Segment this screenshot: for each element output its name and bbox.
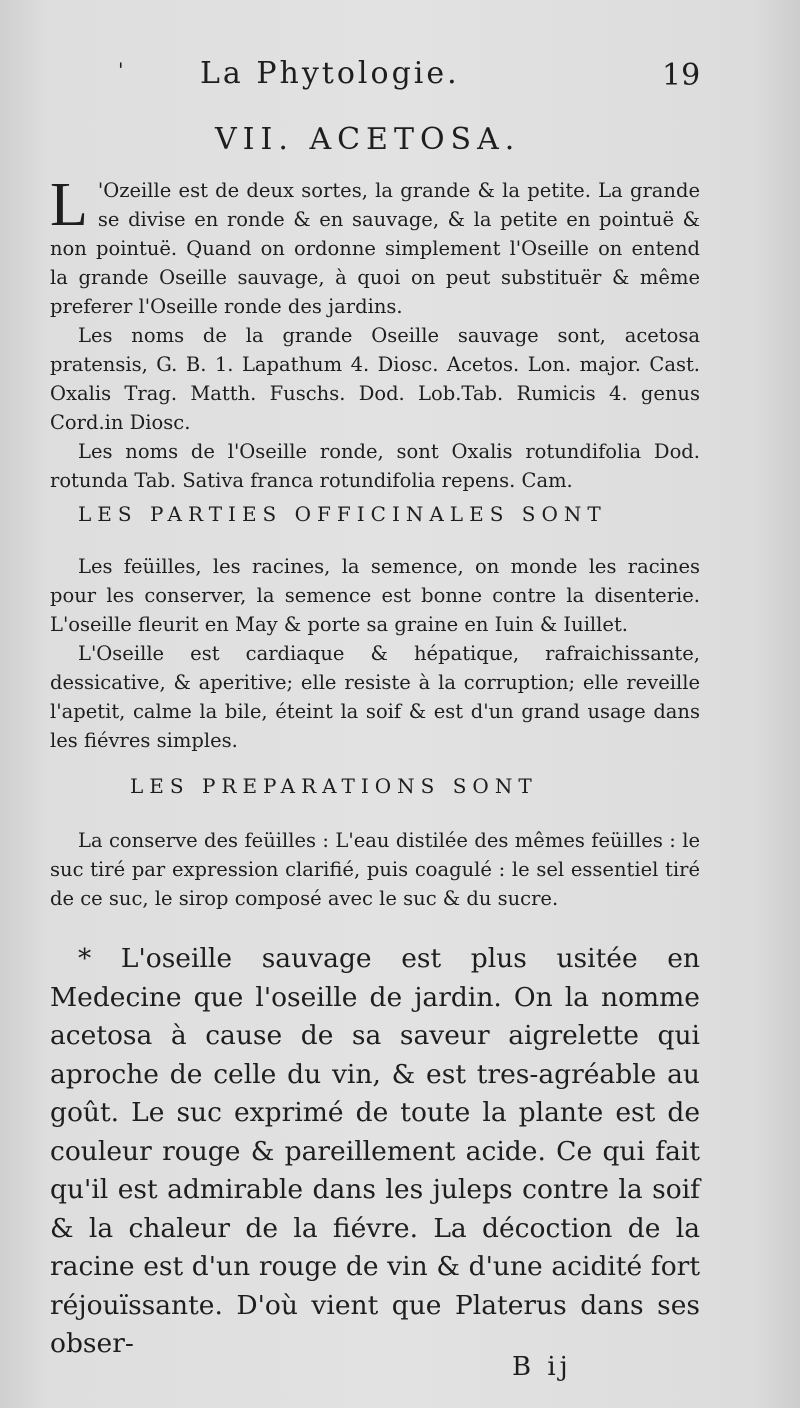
header-mark: ' [118,58,124,82]
section2-block [50,826,700,913]
section2-paragraph: La conserve des feüilles : L'eau distilée des mêmes feüilles : le suc tiré par expression clarifié, puis coagulé : le sel essentiel tiré de ce suc, le sirop composé avec le suc & du sucre. [50,829,700,910]
section1-block [50,552,700,755]
page-number: 19 [662,58,701,93]
signature-mark: B ij [512,1352,572,1382]
section-heading-preparations: LES PREPARATIONS SONT [130,774,538,798]
intro-text: 'Ozeille est de deux sortes, la grande & la petite. La grande se divise en ronde & en sauvage, & la petite en pointuë & non pointuë. Quand on ordonne simplement l'Oseille on entend la grande Oseille sauvage, à quoi on peut substituër & même preferer l'Oseille ronde des jardins. [50,179,700,318]
running-head: La Phytologie. [200,56,460,91]
chapter-title: VII. ACETOSA. [215,122,521,157]
section-heading-parties: LES PARTIES OFFICINALES SONT [78,502,607,526]
intro-block [50,171,700,495]
names-ronde-paragraph: Les noms de l'Oseille ronde, sont Oxalis rotundifolia Dod. rotunda Tab. Sativa franca rotundifolia repens. Cam. [50,440,700,492]
note-paragraph: * L'oseille sauvage est plus usitée en Medecine que l'oseille de jardin. On la nomme acetosa à cause de sa saveur aigrelette qui aproche de celle du vin, & est tres-agréable au goût. Le suc exprimé de toute la plante est de couleur rouge & pareillement acide. Ce qui fait qu'il est admirable dans les juleps contre la soif & la chaleur de la fiévre. La décoction de la racine est d'un rouge de vin & d'une acidité fort réjouïssante. D'où vient que Platerus dans ses obser- [50,943,700,1359]
section1-paragraph-1: Les feüilles, les racines, la semence, on monde les racines pour les conserver, la semence est bonne contre la disenterie. L'oseille fleurit en May & porte sa graine en Iuin & Iuillet. [50,555,700,636]
drop-cap: L [50,171,88,239]
intro-paragraph [50,171,700,321]
section1-paragraph-2: L'Oseille est cardiaque & hépatique, rafraichissante, dessicative, & aperitive; elle resiste à la corruption; elle reveille l'apetit, calme la bile, éteint la soif & est d'un grand usage dans les fiévres simples. [50,642,700,752]
note-block [50,940,700,1364]
names-grande-paragraph: Les noms de la grande Oseille sauvage sont, acetosa pratensis, G. B. 1. Lapathum 4. Diosc. Acetos. Lon. major. Cast. Oxalis Trag. Matth. Fuschs. Dod. Lob.Tab. Rumicis 4. genus Cord.in Diosc. [50,324,700,434]
